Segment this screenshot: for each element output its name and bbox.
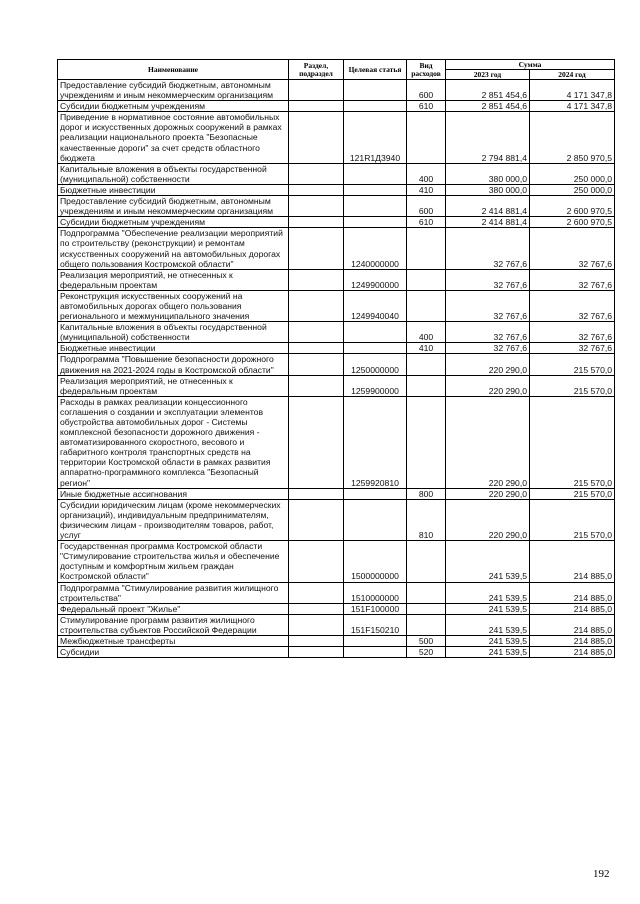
cell-kind [407,269,446,290]
table-row [58,80,615,101]
cell-name: Подпрограмма "Стимулирование развития жилищного строительства" [58,582,289,603]
cell-kind [407,228,446,269]
cell-section [289,290,344,321]
cell-section [289,635,344,646]
cell-name: Государственная программа Костромской области "Стимулирование строительства жилья и обеспечение доступным и комфортным жильем граждан Костромской области" [58,541,289,582]
cell-target [344,80,407,101]
cell-target [344,217,407,228]
cell-target: 1500000000 [344,541,407,582]
cell-target [344,101,407,112]
cell-name: Капитальные вложения в объекты государственной (муниципальной) собственности [58,322,289,343]
header-sum: Сумма [446,60,615,70]
cell-y2024: 215 570,0 [530,499,615,540]
cell-section [289,647,344,658]
cell-section [289,196,344,217]
cell-y2024: 214 885,0 [530,647,615,658]
cell-y2024: 215 570,0 [530,375,615,396]
table-row [58,541,615,582]
cell-section [289,112,344,163]
cell-y2024: 214 885,0 [530,582,615,603]
cell-section [289,354,344,375]
cell-name: Субсидии бюджетным учреждениям [58,101,289,112]
budget-table [57,59,615,658]
cell-y2023: 32 767,6 [446,290,530,321]
cell-y2023: 32 767,6 [446,322,530,343]
cell-section [289,541,344,582]
cell-kind [407,541,446,582]
cell-y2024: 215 570,0 [530,488,615,499]
cell-kind: 610 [407,101,446,112]
cell-target: 1259900000 [344,375,407,396]
cell-name: Субсидии бюджетным учреждениям [58,217,289,228]
cell-target [344,488,407,499]
cell-y2024: 214 885,0 [530,541,615,582]
cell-target: 1240000000 [344,228,407,269]
cell-kind: 610 [407,217,446,228]
cell-section [289,614,344,635]
header-2023: 2023 год [446,70,530,80]
table-row [58,322,615,343]
budget-table-sheet [57,59,615,658]
cell-target: 121R1Д3940 [344,112,407,163]
cell-y2024: 32 767,6 [530,269,615,290]
cell-y2024: 2 850 970,5 [530,112,615,163]
cell-y2023: 32 767,6 [446,343,530,354]
cell-name: Бюджетные инвестиции [58,343,289,354]
cell-name: Расходы в рамках реализации концессионного соглашения о создании и эксплуатации элементов обустройства автомобильных дорог - Системы комплексной безопасности дорожного движения - автоматизированного скоростного, весового и габаритного контроля транспортных средств на территории Костромской области в рамках развития аппаратно-программного комплекса "Безопасный регион" [58,396,289,488]
table-row [58,603,615,614]
cell-section [289,375,344,396]
table-row [58,488,615,499]
cell-section [289,217,344,228]
cell-name: Подпрограмма "Обеспечение реализации мероприятий по строительству (реконструкции) и ремонтам искусственных сооружений на автомобильных дорогах общего пользования Костромской области" [58,228,289,269]
cell-target [344,343,407,354]
cell-y2023: 2 851 454,6 [446,80,530,101]
header-2024: 2024 год [530,70,615,80]
cell-name: Иные бюджетные ассигнования [58,488,289,499]
table-row [58,499,615,540]
table-row [58,184,615,195]
cell-section [289,269,344,290]
header-target: Целевая статья [344,60,407,80]
table-row [58,647,615,658]
table-row [58,228,615,269]
cell-y2024: 4 171 347,8 [530,80,615,101]
cell-target: 151F150210 [344,614,407,635]
cell-y2024: 4 171 347,8 [530,101,615,112]
cell-kind: 810 [407,499,446,540]
table-row [58,343,615,354]
table-row [58,196,615,217]
cell-y2023: 32 767,6 [446,228,530,269]
cell-kind [407,290,446,321]
cell-kind: 600 [407,196,446,217]
cell-y2023: 32 767,6 [446,269,530,290]
cell-y2023: 241 539,5 [446,614,530,635]
cell-y2023: 220 290,0 [446,396,530,488]
cell-y2024: 214 885,0 [530,614,615,635]
table-row [58,217,615,228]
cell-target [344,499,407,540]
cell-kind [407,396,446,488]
cell-section [289,396,344,488]
cell-target [344,184,407,195]
cell-section [289,322,344,343]
table-row [58,396,615,488]
cell-y2024: 215 570,0 [530,354,615,375]
table-row [58,354,615,375]
cell-kind: 410 [407,343,446,354]
cell-section [289,488,344,499]
cell-y2024: 215 570,0 [530,396,615,488]
cell-section [289,499,344,540]
cell-y2024: 32 767,6 [530,290,615,321]
cell-kind: 520 [407,647,446,658]
cell-y2024: 214 885,0 [530,635,615,646]
table-row [58,582,615,603]
cell-y2024: 2 600 970,5 [530,196,615,217]
cell-y2023: 2 851 454,6 [446,101,530,112]
table-row [58,375,615,396]
cell-y2023: 241 539,5 [446,647,530,658]
header-name: Наименование [58,60,289,80]
cell-section [289,80,344,101]
cell-y2024: 32 767,6 [530,343,615,354]
cell-kind [407,375,446,396]
cell-kind: 500 [407,635,446,646]
cell-target [344,647,407,658]
cell-section [289,343,344,354]
cell-kind: 800 [407,488,446,499]
cell-target: 151F100000 [344,603,407,614]
cell-name: Предоставление субсидий бюджетным, автономным учреждениям и иным некоммерческим организациям [58,80,289,101]
cell-name: Приведение в нормативное состояние автомобильных дорог и искусственных дорожных сооружений в рамках реализации национального проекта "Безопасные качественные дороги" за счет средств областного бюджета [58,112,289,163]
cell-y2024: 2 600 970,5 [530,217,615,228]
cell-kind: 410 [407,184,446,195]
cell-name: Бюджетные инвестиции [58,184,289,195]
cell-y2023: 380 000,0 [446,163,530,184]
cell-y2023: 2 794 881,4 [446,112,530,163]
cell-kind [407,603,446,614]
cell-section [289,101,344,112]
cell-y2023: 220 290,0 [446,488,530,499]
cell-section [289,603,344,614]
cell-target [344,163,407,184]
cell-target: 1259920810 [344,396,407,488]
table-row [58,635,615,646]
cell-target [344,322,407,343]
cell-y2023: 380 000,0 [446,184,530,195]
cell-target: 1249900000 [344,269,407,290]
cell-y2023: 2 414 881,4 [446,196,530,217]
cell-kind: 600 [407,80,446,101]
cell-y2023: 241 539,5 [446,541,530,582]
cell-y2024: 214 885,0 [530,603,615,614]
table-row [58,269,615,290]
cell-section [289,163,344,184]
cell-target: 1249940040 [344,290,407,321]
cell-target [344,196,407,217]
cell-y2024: 32 767,6 [530,228,615,269]
cell-name: Капитальные вложения в объекты государственной (муниципальной) собственности [58,163,289,184]
cell-name: Реализация мероприятий, не отнесенных к федеральным проектам [58,375,289,396]
cell-kind [407,354,446,375]
cell-y2023: 220 290,0 [446,499,530,540]
cell-kind: 400 [407,163,446,184]
cell-name: Подпрограмма "Повышение безопасности дорожного движения на 2021-2024 годы в Костромской области" [58,354,289,375]
cell-y2024: 32 767,6 [530,322,615,343]
cell-name: Федеральный проект "Жилье" [58,603,289,614]
cell-y2023: 220 290,0 [446,354,530,375]
table-row [58,101,615,112]
cell-kind [407,112,446,163]
cell-kind: 400 [407,322,446,343]
cell-name: Реконструкция искусственных сооружений на автомобильных дорогах общего пользования регионального и межмуниципального значения [58,290,289,321]
cell-target [344,635,407,646]
cell-name: Субсидии [58,647,289,658]
table-row [58,112,615,163]
cell-target: 1510000000 [344,582,407,603]
table-row [58,614,615,635]
table-row [58,290,615,321]
cell-y2023: 2 414 881,4 [446,217,530,228]
header-section: Раздел, подраздел [289,60,344,80]
cell-section [289,228,344,269]
cell-name: Межбюджетные трансферты [58,635,289,646]
cell-name: Предоставление субсидий бюджетным, автономным учреждениям и иным некоммерческим организациям [58,196,289,217]
cell-kind [407,614,446,635]
table-row [58,163,615,184]
page-number: 192 [593,868,610,880]
cell-section [289,582,344,603]
cell-y2023: 220 290,0 [446,375,530,396]
cell-y2023: 241 539,5 [446,603,530,614]
cell-name: Субсидии юридическим лицам (кроме некоммерческих организаций), индивидуальным предпринимателям, физическим лицам - производителям товаров, работ, услуг [58,499,289,540]
cell-y2024: 250 000,0 [530,163,615,184]
cell-section [289,184,344,195]
cell-y2024: 250 000,0 [530,184,615,195]
cell-name: Реализация мероприятий, не отнесенных к федеральным проектам [58,269,289,290]
cell-name: Стимулирование программ развития жилищного строительства субъектов Российской Федерации [58,614,289,635]
cell-y2023: 241 539,5 [446,582,530,603]
cell-target: 1250000000 [344,354,407,375]
cell-kind [407,582,446,603]
cell-y2023: 241 539,5 [446,635,530,646]
header-kind: Вид расходов [407,60,446,80]
